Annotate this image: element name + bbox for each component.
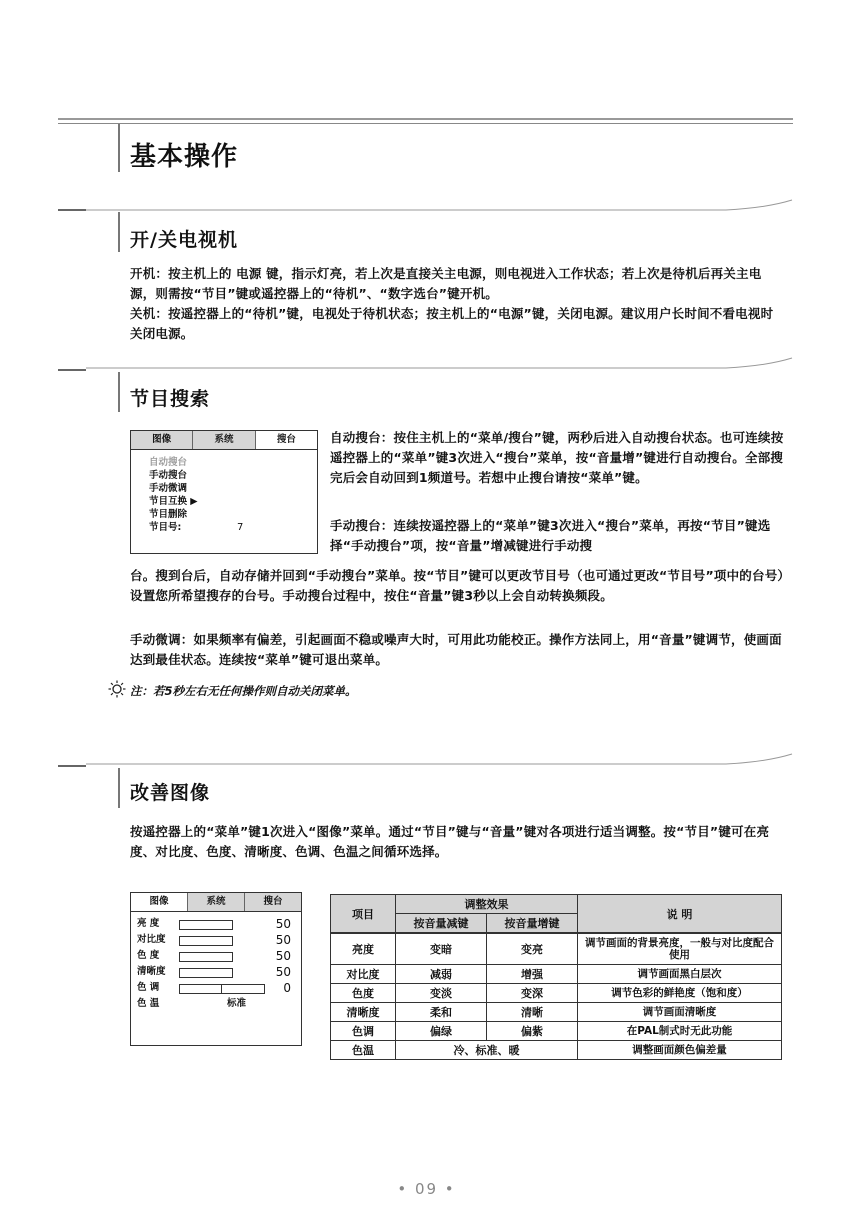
row-value: 50	[275, 917, 291, 931]
cell-item: 色度	[331, 984, 396, 1003]
table-row	[331, 1022, 782, 1041]
sec2-vbar	[118, 372, 120, 412]
tab-search: 搜台	[245, 893, 301, 911]
row-label: 亮 度	[137, 918, 160, 929]
sec1-vbar	[118, 212, 120, 252]
menu-item-swap: 节目互换 ▶	[149, 496, 198, 507]
row-label: 对比度	[137, 934, 166, 945]
note-text: 注：若5秒左右无任何操作则自动关闭菜单。	[130, 684, 357, 698]
sec1-heading: 开/关电视机	[130, 229, 238, 251]
section-dash	[58, 765, 86, 767]
picture-row-brightness	[131, 916, 301, 932]
sec3-vbar	[118, 768, 120, 808]
channel-label: 节目号:	[149, 522, 182, 533]
row-label: 色 度	[137, 950, 160, 961]
row-value: 50	[275, 933, 291, 947]
adjustment-table	[330, 894, 782, 1060]
fine-tune-text: 手动微调：如果频率有偏差，引起画面不稳或噪声大时，可用此功能校正。操作方法同上，用“音量”键调节，使画面达到最佳状态。连续按“菜单”键可退出菜单。	[130, 632, 782, 667]
cell-item: 亮度	[331, 933, 396, 965]
menu-item-manual-search: 手动搜台	[149, 470, 188, 481]
picture-row-temp	[131, 996, 301, 1012]
cell-desc: 调整画面颜色偏差量	[578, 1041, 782, 1060]
picture-row-color	[131, 948, 301, 964]
level-bar	[179, 920, 233, 930]
row-value: 50	[275, 965, 291, 979]
top-rule	[58, 118, 793, 120]
menu-item-auto-search: 自动搜台	[149, 457, 188, 468]
manual-search-text-b: 台。搜到台后，自动存储并回到“手动搜台”菜单。按“节目”键可以更改节目号（也可通过更改“节目号”项中的台号）设置您所希望搜存的台号。手动搜台过程中，按住“音量”键3秒以上会自动转换频段。	[130, 568, 784, 603]
menu-item-fine-tune: 手动微调	[149, 483, 188, 494]
cell-desc: 调节画面的背景亮度，一般与对比度配合使用	[578, 933, 782, 965]
title-vbar	[118, 124, 120, 172]
cell-merged: 冷、标准、暖	[396, 1041, 578, 1060]
header-effect: 调整效果	[396, 895, 578, 914]
section-divider	[86, 356, 794, 370]
lightbulb-icon	[108, 680, 126, 698]
search-menu-osd	[130, 430, 318, 554]
sec2-heading: 节目搜索	[130, 388, 211, 410]
table-row	[331, 1041, 782, 1060]
row-label: 色 温	[137, 998, 160, 1009]
menu-item-delete: 节目删除	[149, 509, 188, 520]
section-divider	[86, 752, 794, 766]
cell-desc: 调节色彩的鲜艳度（饱和度）	[578, 984, 782, 1003]
cell-inc: 清晰	[487, 1003, 578, 1022]
menu-item-channel	[149, 521, 317, 534]
row-label: 清晰度	[137, 966, 166, 977]
cell-dec: 减弱	[396, 965, 487, 984]
cell-dec: 偏绿	[396, 1022, 487, 1041]
page-title: 基本操作	[130, 142, 239, 172]
picture-row-sharpness	[131, 964, 301, 980]
auto-search-text: 自动搜台：按住主机上的“菜单/搜台”键，两秒后进入自动搜台状态。也可连续按遥控器上的“菜单”键3次进入“搜台”菜单，按“音量增”键进行自动搜台。全部搜完后会自动回到1频道号。若想中止搜台请按“菜单”键。	[330, 430, 784, 485]
cell-inc: 变亮	[487, 933, 578, 965]
cell-dec: 变淡	[396, 984, 487, 1003]
manual-search-text-a: 手动搜台：连续按遥控器上的“菜单”键3次进入“搜台”菜单，再按“节目”键选择“手动搜台”项，按“音量”增减键进行手动搜	[330, 518, 771, 553]
level-bar	[179, 952, 233, 962]
cell-desc: 调节画面清晰度	[578, 1003, 782, 1022]
sec1-body	[130, 264, 785, 344]
page-number: • 09 •	[397, 1180, 456, 1198]
cell-inc: 偏紫	[487, 1022, 578, 1041]
top-rule-thin	[58, 123, 793, 124]
cell-desc: 调节画面黑白层次	[578, 965, 782, 984]
section-dash	[58, 369, 86, 371]
section-divider	[86, 198, 794, 212]
tab-system: 系统	[193, 431, 255, 449]
table-row	[331, 984, 782, 1003]
cell-desc: 在PAL制式时无此功能	[578, 1022, 782, 1041]
row-label: 色 调	[137, 982, 160, 993]
level-bar	[179, 984, 265, 994]
cell-item: 色温	[331, 1041, 396, 1060]
header-item: 项目	[331, 895, 396, 934]
header-increase: 按音量增键	[487, 914, 578, 934]
table-row	[331, 1003, 782, 1022]
picture-menu-osd	[130, 892, 302, 1046]
cell-item: 对比度	[331, 965, 396, 984]
channel-value: 7	[237, 522, 244, 533]
tab-system: 系统	[188, 893, 245, 911]
power-off-text: 关机：按遥控器上的“待机”键，电视处于待机状态；按主机上的“电源”键，关闭电源。建议用户长时间不看电视时关闭电源。	[130, 306, 774, 341]
header-desc: 说 明	[578, 895, 782, 934]
power-on-text: 开机：按主机上的 电源 键，指示灯亮，若上次是直接关主电源，则电视进入工作状态；若上次是待机后再关主电源，则需按“节目”键或遥控器上的“待机”、“数字选台”键开机。	[130, 266, 762, 301]
tab-picture: 图像	[131, 893, 188, 911]
picture-row-tint	[131, 980, 301, 996]
level-bar	[179, 968, 233, 978]
picture-intro-text: 按遥控器上的“菜单”键1次进入“图像”菜单。通过“节目”键与“音量”键对各项进行适当调整。按“节目”键可在亮度、对比度、色度、清晰度、色调、色温之间循环选择。	[130, 824, 770, 859]
row-value: 50	[275, 949, 291, 963]
cell-dec: 柔和	[396, 1003, 487, 1022]
row-value: 0	[283, 981, 291, 995]
cell-inc: 增强	[487, 965, 578, 984]
tab-picture: 图像	[131, 431, 193, 449]
cell-item: 清晰度	[331, 1003, 396, 1022]
cell-item: 色调	[331, 1022, 396, 1041]
cell-inc: 变深	[487, 984, 578, 1003]
row-value: 标准	[227, 998, 247, 1009]
section-dash	[58, 209, 86, 211]
level-bar	[179, 936, 233, 946]
picture-row-contrast	[131, 932, 301, 948]
sec3-heading: 改善图像	[130, 782, 211, 804]
table-row	[331, 965, 782, 984]
cell-dec: 变暗	[396, 933, 487, 965]
header-decrease: 按音量减键	[396, 914, 487, 934]
table-row	[331, 933, 782, 965]
tab-search: 搜台	[256, 431, 317, 449]
